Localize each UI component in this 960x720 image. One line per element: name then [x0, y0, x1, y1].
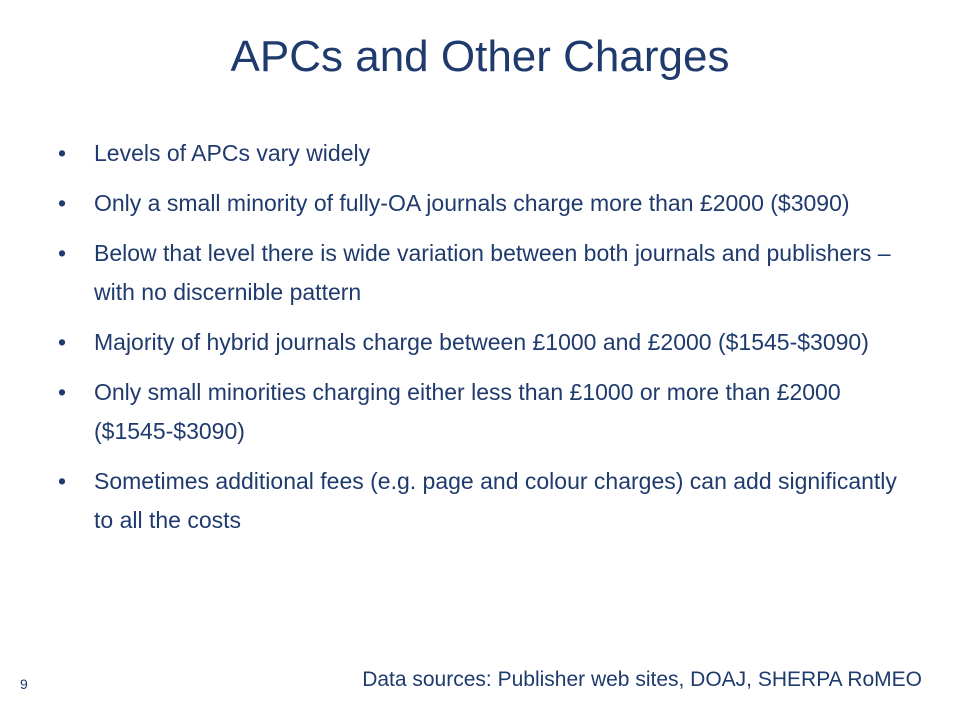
bullet-text: Levels of APCs vary widely	[94, 140, 371, 166]
bullet-point: •	[58, 329, 67, 355]
bullet-point: •	[58, 379, 67, 405]
slide-number: 9	[20, 676, 28, 692]
bullet-list	[58, 134, 898, 551]
bullet-text: Only small minorities charging either less than £1000 or more than £2000 ($1545-$3090)	[94, 379, 841, 444]
bullet-text: Below that level there is wide variation between both journals and publishers – with no discernible pattern	[94, 240, 891, 305]
bullet-item	[58, 323, 898, 362]
bullet-point: •	[58, 468, 67, 494]
slide-title: APCs and Other Charges	[230, 32, 730, 81]
bullet-text: Sometimes additional fees (e.g. page and colour charges) can add significantly to all the costs	[94, 468, 897, 533]
bullet-point: •	[58, 140, 67, 166]
bullet-item	[58, 134, 898, 173]
bullet-item	[58, 373, 898, 451]
bullet-point: •	[58, 240, 67, 266]
bullet-item	[58, 234, 898, 312]
bullet-item	[58, 462, 898, 540]
bullet-item	[58, 184, 898, 223]
bullet-point: •	[58, 190, 67, 216]
bullet-text: Majority of hybrid journals charge between £1000 and £2000 ($1545-$3090)	[94, 329, 869, 355]
data-sources-note: Data sources: Publisher web sites, DOAJ, SHERPA RoMEO	[362, 668, 922, 691]
bullet-text: Only a small minority of fully-OA journals charge more than £2000 ($3090)	[94, 190, 850, 216]
